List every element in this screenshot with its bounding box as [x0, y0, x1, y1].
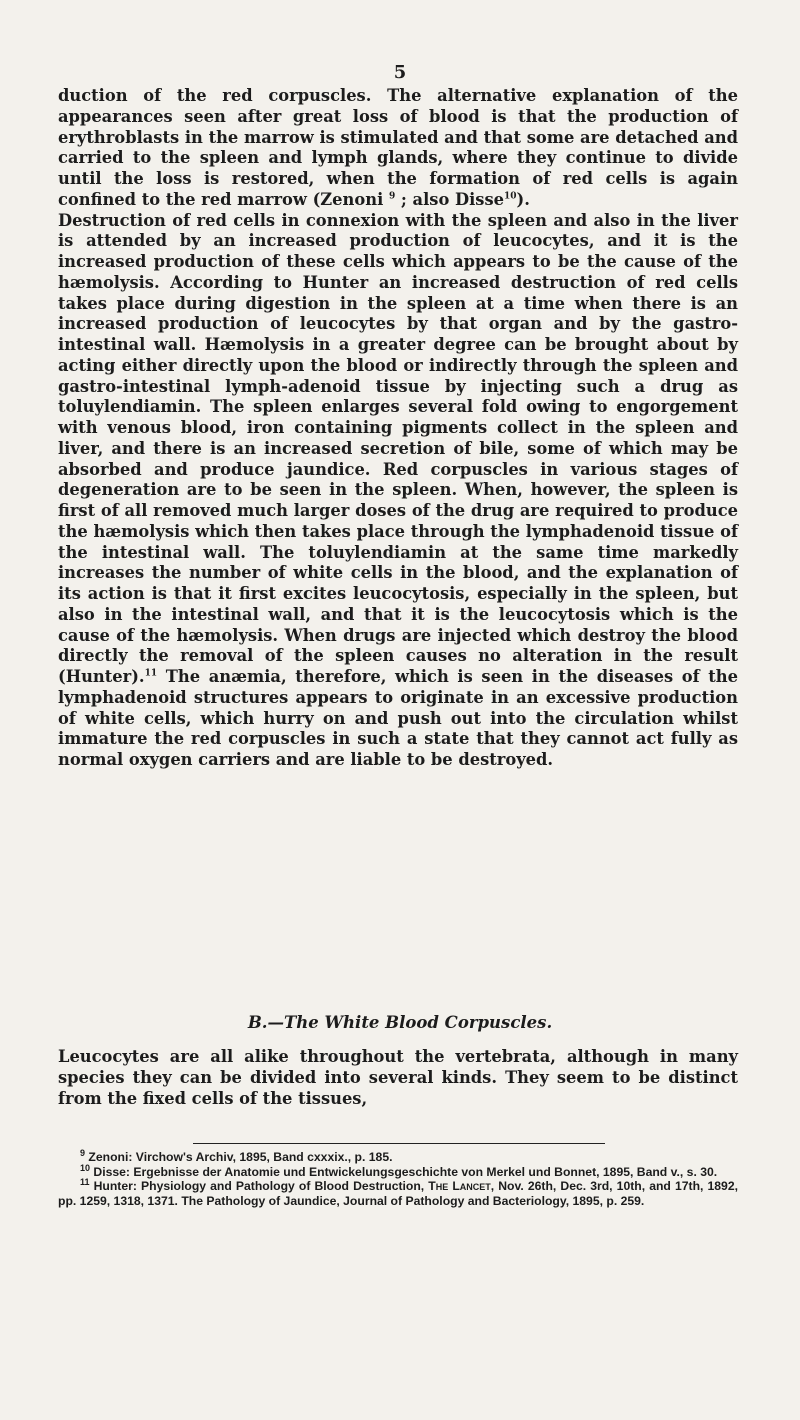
- section-heading: B.—The White Blood Corpuscles.: [247, 1013, 553, 1032]
- footnotes: [58, 1147, 738, 1208]
- paragraph-2: [58, 211, 738, 771]
- footnote-10: [58, 1162, 738, 1180]
- footnote-text: Disse: Ergebnisse der Anatomie und Entwickelungsgeschichte von Merkel und Bonnet, 1895, Band v., s. 30.: [93, 1164, 718, 1179]
- section-paragraph-text: Leucocytes are all alike throughout the vertebrata, although in many species they can be divided into several kinds. They seem to be distinct from the fixed cells of the tissues,: [58, 1047, 738, 1108]
- footnote-9: [58, 1147, 738, 1165]
- paragraph-1-text-c: ).: [516, 189, 530, 209]
- footnote-journal: The Lancet: [428, 1179, 491, 1194]
- footnote-ref-10: 10: [503, 191, 517, 202]
- paragraph-1-text-b: ; also Disse: [400, 189, 504, 209]
- footnote-number: 11: [80, 1177, 90, 1188]
- footnote-ref-11: 11: [144, 668, 158, 679]
- paragraph-1-text-a: duction of the red corpuscles. The alternative explanation of the appearances seen after great loss of blood is that the production of erythroblasts in the marrow is stimulated and that some are detached and carried to the spleen and lymph glands, where they continue to divide until the loss is restored, when the formation of red cells is again confined to the red marrow (Zenoni: [58, 86, 738, 209]
- paragraph-1: [58, 86, 738, 211]
- footnote-number: 9: [80, 1147, 86, 1158]
- footnote-ref-9: 9: [388, 191, 396, 202]
- section-paragraph: [58, 1047, 738, 1109]
- main-text: [58, 86, 738, 771]
- paragraph-2-text-a: Destruction of red cells in connexion with the spleen and also in the liver is attended by an increased production of leucocytes, and it is the increased production of these cells which appears to be the cause of the hæmolysis. According to Hunter an increased destruction of red cells takes place during digestion in the spleen at a time when there is an increased production of leucocytes by that organ and by the gastro-intestinal wall. Hæmolysis in a greater degree can be brought about by acting either directly upon the blood or indirectly through the spleen and gastro-intestinal lymph-adenoid tissue by injecting such a drug as toluylendiamin. The spleen enlarges several fold owing to engorgement with venous blood, iron containing pigments collect in the spleen and liver, and there is an increased secretion of bile, some of which may be absorbed and produce jaundice. Red corpuscles in various stages of degeneration are to be seen in the spleen. When, however, the spleen is first of all removed much larger doses of the drug are required to produce the hæmolysis which then takes place through the lymphadenoid tissue of the intestinal wall. The toluylendiamin at the same time markedly increases the number of white cells in the blood, and the explanation of its action is that it first excites leucocytosis, especially in the spleen, but also in the intestinal wall, and that it is the leucocytosis which is the cause of the hæmolysis. When drugs are injected which destroy the blood directly the removal of the spleen causes no alteration in the result (Hunter).: [58, 210, 738, 686]
- footnote-text: Zenoni: Virchow's Archiv, 1895, Band cxxxix., p. 185.: [88, 1150, 393, 1164]
- footnote-text: Hunter: Physiology and Pathology of Blood Destruction,: [93, 1179, 425, 1194]
- footnote-number: 10: [80, 1162, 91, 1173]
- paragraph-2-text-b: The anæmia, therefore, which is seen in the diseases of the lymphadenoid structures appears to originate in an excessive production of white cells, which hurry on and push out into the circulation whilst immature the red corpuscles in such a state that they cannot act fully as normal oxygen carriers and are liable to be destroyed.: [58, 667, 738, 769]
- footnote-divider: [193, 1143, 605, 1144]
- footnote-text: , Nov. 26th, Dec. 3rd, 10th, and 17th, 1892, pp. 1259, 1318, 1371. The Pathology of Jaundice, Journal of Pathology and Bacteriology, 1895, p. 259.: [58, 1179, 738, 1208]
- footnote-11: [58, 1179, 738, 1208]
- page-number: 5: [393, 62, 407, 83]
